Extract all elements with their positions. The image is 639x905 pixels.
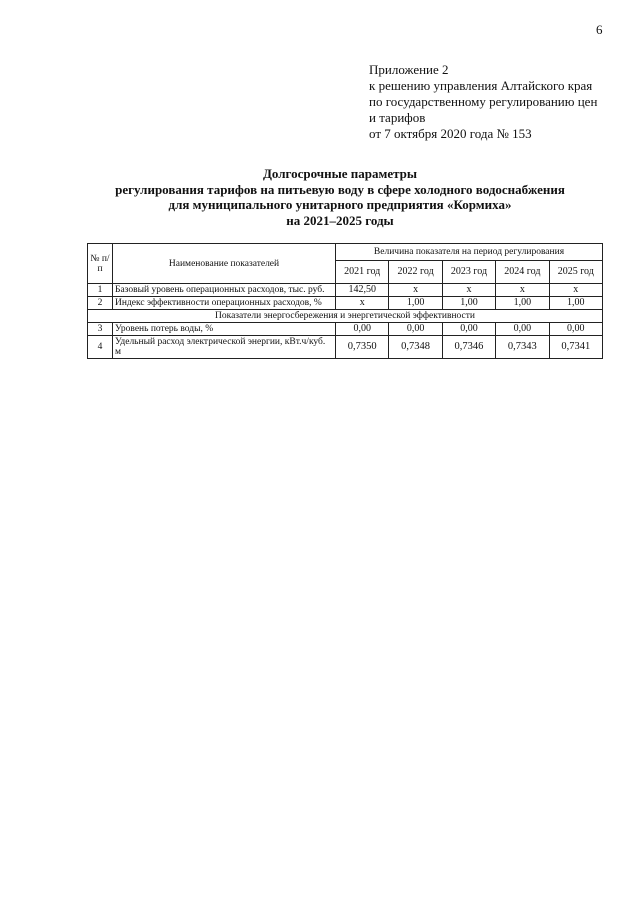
row-value: 0,00 — [336, 323, 389, 336]
appendix-line: и тарифов — [369, 110, 426, 125]
header-num: № п/п — [88, 244, 113, 284]
table-header-row — [88, 244, 603, 261]
row-value: 1,00 — [549, 297, 602, 310]
parameters-table — [87, 243, 603, 359]
row-value: 0,7350 — [336, 336, 389, 359]
document-title — [40, 166, 639, 228]
row-value: 0,7346 — [442, 336, 495, 359]
row-value: 0,7343 — [496, 336, 549, 359]
row-value: 1,00 — [442, 297, 495, 310]
row-value: х — [442, 284, 495, 297]
row-value: 0,7348 — [389, 336, 442, 359]
row-value: х — [389, 284, 442, 297]
header-year: 2023 год — [442, 261, 495, 284]
appendix-line: по государственному регулированию цен — [369, 94, 598, 109]
row-value: 0,7341 — [549, 336, 602, 359]
appendix-line: к решению управления Алтайского края — [369, 78, 593, 93]
table-row — [88, 284, 603, 297]
row-num: 2 — [88, 297, 113, 310]
row-value: х — [336, 297, 389, 310]
row-num: 1 — [88, 284, 113, 297]
title-line: Долгосрочные параметры — [262, 166, 418, 181]
appendix-line: от 7 октября 2020 года № 153 — [369, 126, 532, 141]
table-row — [88, 297, 603, 310]
row-value: 0,00 — [442, 323, 495, 336]
row-value: 142,50 — [336, 284, 389, 297]
title-line: на 2021–2025 годы — [286, 212, 394, 228]
header-group: Величина показателя на период регулирования — [336, 244, 603, 261]
section-row — [88, 310, 603, 323]
row-num: 4 — [88, 336, 113, 359]
row-value: х — [549, 284, 602, 297]
title-line: регулирования тарифов на питьевую воду в сфере холодного водоснабжения — [115, 181, 565, 197]
header-name: Наименование показателей — [113, 244, 336, 284]
appendix-block — [369, 62, 619, 142]
appendix-line: Приложение 2 — [369, 62, 449, 77]
row-value: 0,00 — [496, 323, 549, 336]
row-name: Индекс эффективности операционных расходов, % — [113, 297, 336, 310]
row-value: 0,00 — [549, 323, 602, 336]
title-line: для муниципального унитарного предприятия «Кормиха» — [168, 197, 512, 212]
row-value: 0,00 — [389, 323, 442, 336]
header-year: 2022 год — [389, 261, 442, 284]
page-number: 6 — [596, 22, 603, 37]
section-heading: Показатели энергосбережения и энергетической эффективности — [88, 310, 603, 323]
row-value: 1,00 — [389, 297, 442, 310]
table-row — [88, 336, 603, 359]
header-year: 2021 год — [336, 261, 389, 284]
row-value: 1,00 — [496, 297, 549, 310]
header-year: 2024 год — [496, 261, 549, 284]
table-row — [88, 323, 603, 336]
row-name: Удельный расход электрической энергии, кВт.ч/куб. м — [113, 336, 336, 359]
row-name: Базовый уровень операционных расходов, тыс. руб. — [113, 284, 336, 297]
row-name: Уровень потерь воды, % — [113, 323, 336, 336]
header-year: 2025 год — [549, 261, 602, 284]
row-value: х — [496, 284, 549, 297]
row-num: 3 — [88, 323, 113, 336]
